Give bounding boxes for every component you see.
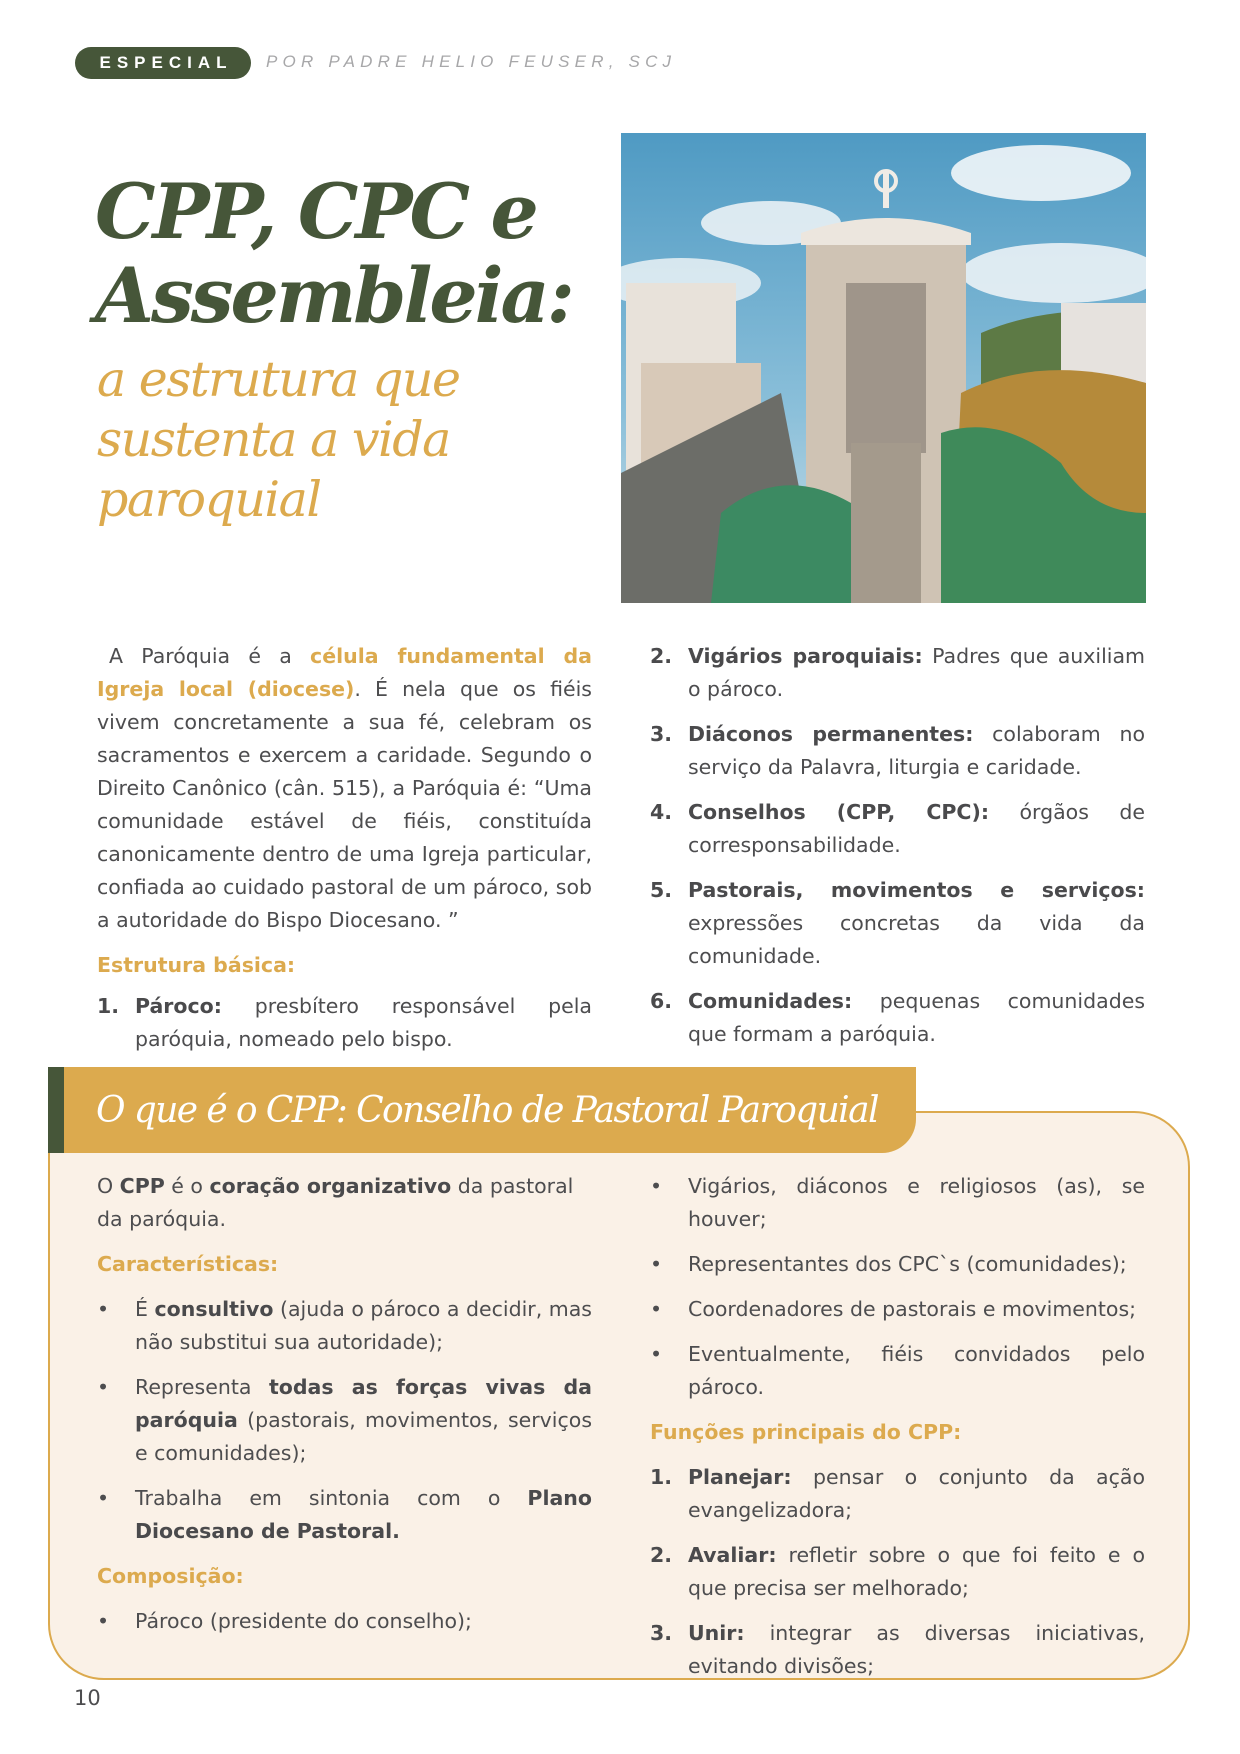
church-window xyxy=(846,283,926,453)
list-item: 2. Vigários paroquiais: Padres que auxiliam o pároco. xyxy=(650,644,1145,701)
intro-paragraph: A Paróquia é a célula fundamental da Igreja local (diocese). É nela que os fiéis vivem concretamente a sua fé, celebram os sacramentos e exercem a caridade. Segundo o Direito Canônico (cân. 515), a Paróquia é: “Uma comunidade estável de fiéis, constituída canonicamente dentro de uma Igreja particular, confiada ao cuidado pastoral de um pároco, sob a autoridade do Bispo Diocesano. ” xyxy=(97,644,592,932)
composition-list-continued xyxy=(650,1170,1145,1404)
structure-column xyxy=(650,640,1145,1051)
list-item: • Representantes dos CPC`s (comunidades); xyxy=(650,1252,1127,1276)
functions-list xyxy=(650,1461,1145,1683)
list-item: 1. Planejar: pensar o conjunto da ação evangelizadora; xyxy=(650,1465,1145,1522)
list-item: • Vigários, diáconos e religiosos (as), se houver; xyxy=(650,1174,1145,1231)
intro-column xyxy=(97,640,592,1056)
list-item: 3. Unir: integrar as diversas iniciativas, evitando divisões; xyxy=(650,1621,1145,1678)
article-subtitle xyxy=(97,350,617,530)
list-item: 5. Pastorais, movimentos e serviços: expressões concretas da vida da comunidade. xyxy=(650,878,1145,968)
list-item: • É consultivo (ajuda o pároco a decidir, mas não substitui sua autoridade); xyxy=(97,1297,592,1354)
church-illustration xyxy=(621,133,1146,603)
list-item: 2. Avaliar: refletir sobre o que foi feito e o que precisa ser melhorado; xyxy=(650,1543,1145,1600)
cloud xyxy=(951,145,1131,201)
church-stairs xyxy=(851,443,921,603)
cpp-box-title: O que é o CPP: Conselho de Pastoral Paroquial xyxy=(96,1089,878,1131)
list-item: • Representa todas as forças vivas da paróquia (pastorais, movimentos, serviços e comunidades); xyxy=(97,1375,592,1465)
structure-list xyxy=(97,990,592,1056)
composition-list xyxy=(97,1605,592,1638)
subtitle-line: a estrutura que xyxy=(97,351,460,408)
list-item: • Pároco (presidente do conselho); xyxy=(97,1609,472,1633)
subtitle-line: sustenta a vida xyxy=(97,411,450,468)
characteristics-heading: Características: xyxy=(97,1252,279,1276)
subtitle-line: paroquial xyxy=(97,471,321,528)
list-item: 4. Conselhos (CPP, CPC): órgãos de corresponsabilidade. xyxy=(650,800,1145,857)
church-photo xyxy=(621,133,1146,603)
article-title xyxy=(95,167,615,340)
list-item: 3. Diáconos permanentes: colaboram no serviço da Palavra, liturgia e caridade. xyxy=(650,722,1145,779)
composition-heading: Composição: xyxy=(97,1564,244,1588)
cpp-box-header xyxy=(48,1067,916,1153)
list-item: • Trabalha em sintonia com o Plano Diocesano de Pastoral. xyxy=(97,1486,592,1543)
title-line: CPP, CPC e xyxy=(95,167,536,256)
list-item: 6. Comunidades: pequenas comunidades que formam a paróquia. xyxy=(650,989,1145,1046)
list-item: 1. Pároco: presbítero responsável pela paróquia, nomeado pelo bispo. xyxy=(97,994,592,1051)
title-line: Assembleia: xyxy=(95,251,572,340)
author-byline: POR PADRE HELIO FEUSER, SCJ xyxy=(266,52,677,71)
page-number: 10 xyxy=(74,1686,101,1710)
list-item: • Eventualmente, fiéis convidados pelo pároco. xyxy=(650,1342,1145,1399)
structure-list-continued xyxy=(650,640,1145,1051)
section-tag: ESPECIAL xyxy=(75,47,251,79)
intro-highlight: célula fundamental da Igreja local (diocese) xyxy=(97,644,592,701)
list-item: • Coordenadores de pastorais e movimentos; xyxy=(650,1297,1137,1321)
functions-heading: Funções principais do CPP: xyxy=(650,1420,962,1444)
cpp-right-column xyxy=(650,1170,1145,1683)
characteristics-list xyxy=(97,1293,592,1548)
cpp-left-column xyxy=(97,1170,592,1638)
cpp-intro: O CPP é o coração organizativo da pastoral da paróquia. xyxy=(97,1174,574,1231)
structure-heading: Estrutura básica: xyxy=(97,953,296,977)
